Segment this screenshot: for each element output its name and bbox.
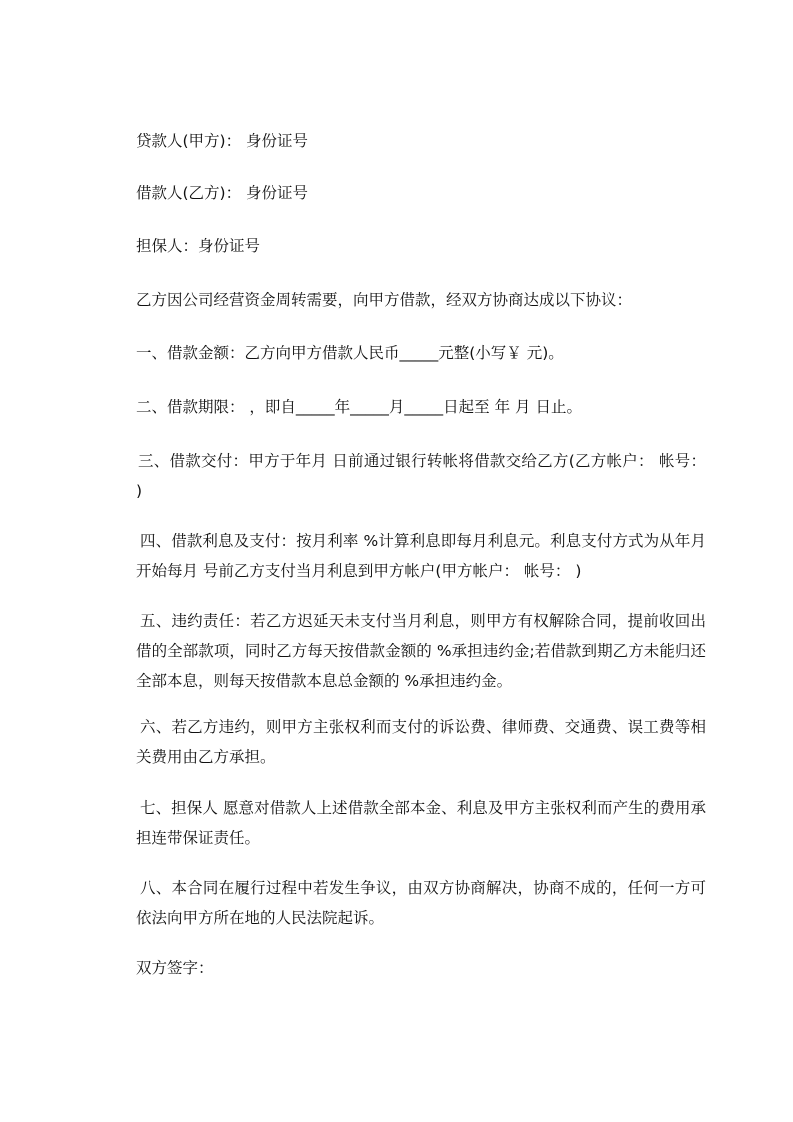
lender-line: 贷款人(甲方)： 身份证号	[136, 132, 309, 150]
clause-2-term: 二、借款期限： ，即自_____年_____月_____日起至 年 月 日止。	[136, 398, 582, 416]
intro-paragraph: 乙方因公司经营资金周转需要，向甲方借款，经双方协商达成以下协议：	[136, 291, 633, 309]
guarantor-line: 担保人：身份证号	[136, 237, 261, 255]
borrower-line: 借款人(乙方)： 身份证号	[136, 184, 309, 202]
clause-4-interest: 四、借款利息及支付：按月利率 %计算利息即每月利息元。利息支付方式为从年月开始每月 号前乙方支付当月利息到甲方帐户(甲方帐户： 帐号： )	[136, 532, 706, 580]
clause-5-breach: 五、违约责任：若乙方迟延天未支付当月利息，则甲方有权解除合同，提前收回出借的全部款项，同时乙方每天按借款金额的 %承担违约金;若借款到期乙方未能归还全部本息，则每天按借款本息总金额的 %承担违约金。	[136, 612, 706, 690]
signature-label: 双方签字：	[136, 959, 214, 977]
clause-1-amount: 一、借款金额：乙方向甲方借款人民币_____元整(小写￥ 元)。	[136, 344, 564, 362]
clause-8-dispute: 八、本合同在履行过程中若发生争议，由双方协商解决，协商不成的，任何一方可依法向甲方所在地的人民法院起诉。	[136, 879, 706, 927]
clause-3-delivery: 三、借款交付：甲方于年月 日前通过银行转帐将借款交给乙方(乙方帐户： 帐号： )	[136, 452, 706, 500]
clause-6-costs: 六、若乙方违约，则甲方主张权利而支付的诉讼费、律师费、交通费、误工费等相关费用由乙方承担。	[136, 718, 706, 766]
clause-7-guarantee: 七、担保人 愿意对借款人上述借款全部本金、利息及甲方主张权利而产生的费用承担连带保证责任。	[136, 799, 706, 847]
